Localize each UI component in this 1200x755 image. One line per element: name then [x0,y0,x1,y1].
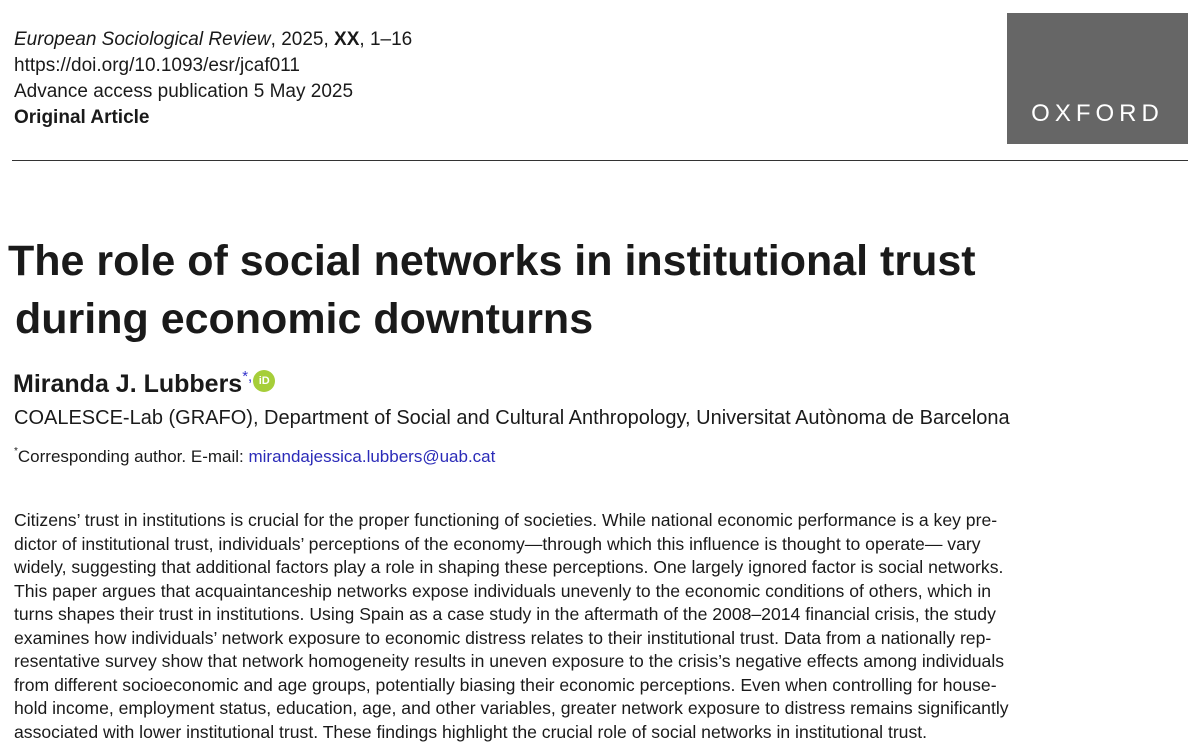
author-name[interactable]: Miranda J. Lubbers [13,370,243,398]
header-divider [12,160,1188,161]
page-range: , 1–16 [359,29,413,50]
citation-separator: , 2025, [270,29,335,50]
publication-note: Advance access publication 5 May 2025 [14,81,354,102]
oxford-logo [1007,13,1188,144]
abstract-line: from different socioeconomic and age groups, potentially biasing their economic perceptions. Even when controlling for house- [14,674,997,695]
corresponding-mark: * [14,446,18,457]
abstract-line: dictor of institutional trust, individuals’ perceptions of the economy—through which this influence is thought to operate— vary [14,533,981,554]
abstract-line: resentative survey show that network homogeneity results in uneven exposure to the crisis’s negative effects among individuals [14,651,1005,671]
abstract-line: examines how individuals’ network exposure to economic distress relates to their institutional trust. Data from a nationally rep- [14,627,992,648]
title-line-1: The role of social networks in institutional trust [8,237,976,285]
email-link[interactable]: mirandajessica.lubbers@uab.cat [248,447,496,466]
abstract-line: hold income, employment status, education, age, and other variables, greater network exposure to distress remains significantly [14,698,1009,718]
abstract [14,509,1194,744]
author-line [13,362,275,399]
citation-line [14,27,412,53]
abstract-line: This paper argues that acquaintanceship networks expose individuals unevenly to the economic conditions of others, which in [14,580,992,601]
orcid-icon[interactable]: iD [253,370,275,392]
abstract-line: associated with lower institutional trust. These findings highlight the crucial role of social networks in institutional trust. [14,721,928,742]
abstract-line: turns shapes their trust in institutions. Using Spain as a case study in the aftermath of the 2008–2014 financial crisis, the study [14,604,996,624]
title-line-2: during economic downturns [15,295,594,343]
abstract-line: Citizens’ trust in institutions is crucial for the proper functioning of societies. While national economic performance is a key pre- [14,510,998,530]
corresponding-label: Corresponding author. E-mail: [17,447,249,466]
doi-link[interactable]: https://doi.org/10.1093/esr/jcaf011 [14,55,300,76]
corresponding-author-note [14,440,495,469]
volume-number: XX [334,29,360,50]
abstract-line: widely, suggesting that additional factors play a role in shaping these perceptions. One largely ignored factor is social networks. [14,557,1004,577]
author-mark[interactable]: *, [242,368,253,385]
journal-name: European Sociological Review [14,29,271,50]
article-header [14,27,412,131]
oxford-logo-text: OXFORD [1031,100,1164,127]
affiliation: COALESCE-Lab (GRAFO), Department of Social and Cultural Anthropology, Universitat Autònoma de Barcelona [14,407,1010,429]
article-title [8,232,1188,348]
article-type: Original Article [14,107,150,128]
